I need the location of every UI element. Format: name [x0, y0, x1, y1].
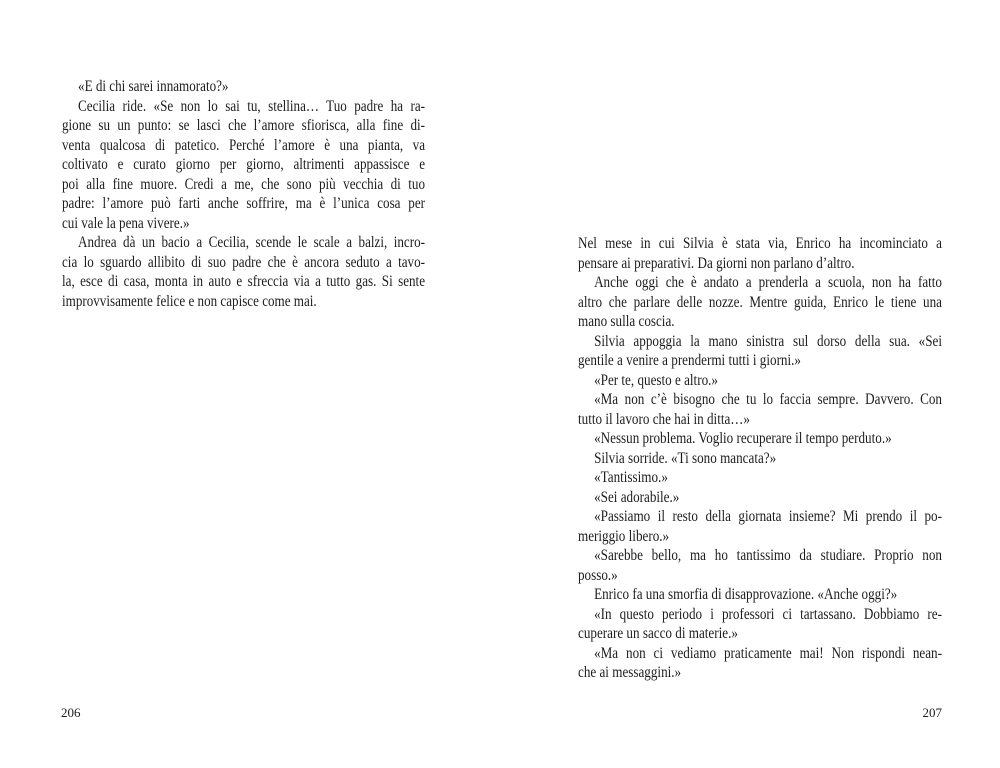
text-line: venta qualcosa di patetico. Perché l’amore è una pianta, va — [62, 136, 426, 154]
text-line: «Passiamo il resto della giornata insieme? Mi prendo il po- — [594, 508, 942, 525]
text-line: cui vale la pena vivere.» — [62, 214, 190, 232]
text-line: Anche oggi che è andato a prenderla a scuola, non ha fatto — [594, 274, 942, 291]
text-line: Silvia sorride. «Ti sono mancata?» — [594, 449, 777, 467]
text-line: meriggio libero.» — [578, 527, 670, 545]
text-line: Cecilia ride. «Se non lo sai tu, stellina… Tuo padre ha ra- — [78, 97, 426, 115]
text-line: tutto il lavoro che hai in ditta…» — [578, 410, 750, 428]
text-line: «Ma non ci vediamo praticamente mai! Non rispondi nean- — [594, 644, 942, 662]
page-number-left: 206 — [61, 705, 81, 720]
text-line: la, esce di casa, monta in auto e sfreccia via a tutto gas. Si sente — [62, 273, 426, 290]
text-line: cia lo sguardo allibito di suo padre che è ancora seduto a tavo- — [62, 253, 426, 271]
text-line: gentile a venire a prendermi tutti i giorni.» — [578, 352, 801, 369]
text-line: «Tantissimo.» — [594, 469, 668, 486]
text-line: altro che parlare delle nozze. Mentre guida, Enrico le tiene una — [578, 293, 942, 311]
text-line: Enrico fa una smorfia di disapprovazione. «Anche oggi?» — [594, 586, 898, 603]
text-line: «E di chi sarei innamorato?» — [78, 78, 229, 95]
text-line: «Sei adorabile.» — [594, 488, 680, 506]
text-line: Nel mese in cui Silvia è stata via, Enrico ha incominciato a — [578, 235, 942, 252]
text-line: poi alla fine muore. Credi a me, che sono più vecchia di tuo — [62, 175, 426, 193]
text-line: gione su un punto: se lasci che l’amore sfiorisca, alla fine di- — [62, 117, 426, 134]
text-line: coltivato e curato giorno per giorno, altrimenti appassisce e — [62, 156, 426, 173]
text-line: Silvia appoggia la mano sinistra sul dorso della sua. «Sei — [594, 332, 942, 350]
text-line: mano sulla coscia. — [578, 313, 675, 330]
text-line: improvvisamente felice e non capisce come mai. — [62, 292, 317, 310]
text-line: padre: l’amore può farti anche soffrire, ma è l’unica cosa per — [62, 195, 426, 212]
text-line: Andrea dà un bacio a Cecilia, scende le scale a balzi, incro- — [78, 234, 426, 251]
text-line: pensare ai preparativi. Da giorni non parlano d’altro. — [578, 254, 855, 272]
left-page-text-column — [62, 77, 425, 311]
right-page-text-column — [578, 234, 942, 683]
text-line: che ai messaggini.» — [578, 664, 682, 681]
text-line: «Sarebbe bello, ma ho tantissimo da studiare. Proprio non — [594, 547, 942, 564]
text-line: cuperare un sacco di materie.» — [578, 625, 738, 642]
text-line: «Per te, questo e altro.» — [594, 371, 718, 389]
text-line: «Nessun problema. Voglio recuperare il tempo perduto.» — [594, 430, 892, 447]
text-line: «Ma non c’è bisogno che tu lo faccia sempre. Davvero. Con — [594, 391, 942, 408]
text-line: «In questo periodo i professori ci tartassano. Dobbiamo re- — [594, 605, 942, 623]
text-line: posso.» — [578, 566, 618, 584]
page-number-right: 207 — [922, 705, 942, 720]
